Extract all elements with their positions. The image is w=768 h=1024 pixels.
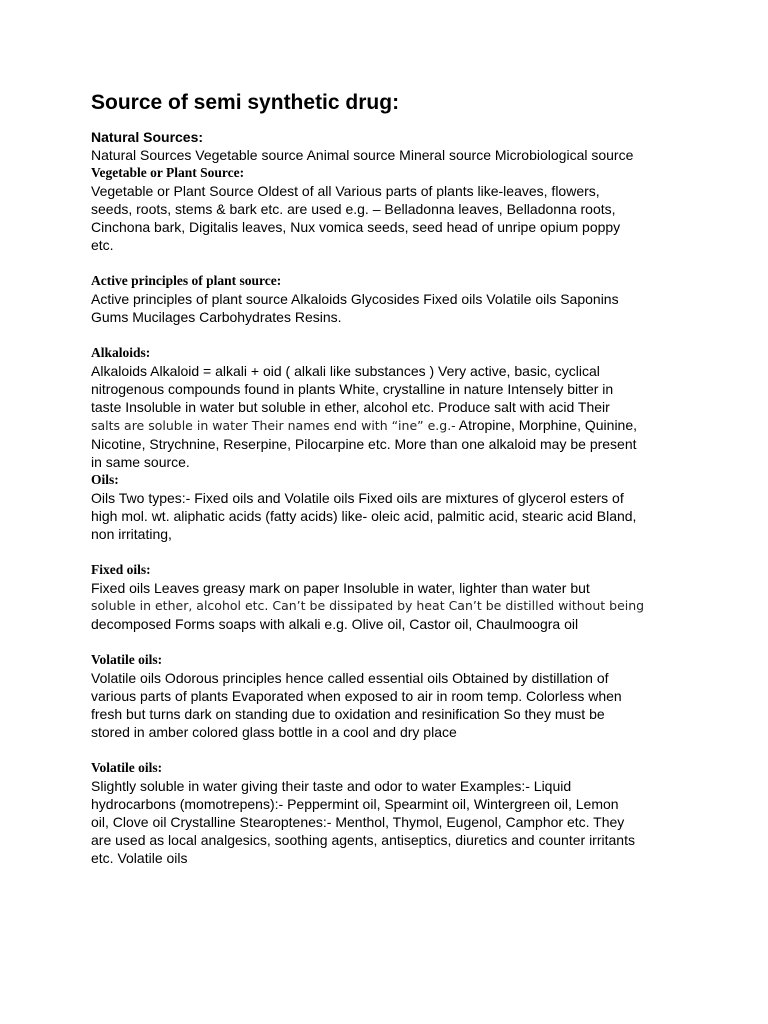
oils-line-2: high mol. wt. aliphatic acids (fatty acids) like- oleic acid, palmitic acid, stearic acid Bland, [91,508,637,524]
vegetable-line-2: seeds, roots, stems & bark etc. are used e.g. – Belladonna leaves, Belladonna roots, [91,201,616,217]
section-fixed-oils [91,561,691,633]
fixed-line-3: decomposed Forms soaps with alkali e.g. Olive oil, Castor oil, Chaulmoogra oil [91,616,579,632]
alkaloids-line-4 [91,416,691,435]
section-alkaloids [91,344,691,471]
document-page [91,88,691,867]
section-active-principles [91,272,691,326]
alkaloids-line-5: Nicotine, Strychnine, Reserpine, Pilocarpine etc. More than one alkaloid may be present [91,436,637,452]
heading-oils: Oils: [91,472,119,487]
fixed-line-2: soluble in ether, alcohol etc. Can’t be dissipated by heat Can’t be distilled without being [91,598,645,613]
active-line-1: Active principles of plant source Alkaloids Glycosides Fixed oils Volatile oils Saponins [91,291,619,307]
page-title: Source of semi synthetic drug: [91,91,400,114]
oils-line-1: Oils Two types:- Fixed oils and Volatile oils Fixed oils are mixtures of glycerol esters of [91,490,624,506]
volatile2-line-3: oil, Clove oil Crystalline Stearoptenes:- Menthol, Thymol, Eugenol, Camphor etc. They [91,814,625,830]
volatile1-line-3: fresh but turns dark on standing due to oxidation and resinification So they must be [91,706,605,722]
section-vegetable-source [91,164,691,254]
section-oils [91,471,691,543]
volatile2-line-1: Slightly soluble in water giving their taste and odor to water Examples:- Liquid [91,778,572,794]
section-volatile-oils-2 [91,759,691,867]
heading-fixed-oils: Fixed oils: [91,562,151,577]
heading-natural-sources: Natural Sources: [91,129,204,145]
alkaloids-line-6: in same source. [91,454,190,470]
heading-active-principles: Active principles of plant source: [91,273,282,288]
heading-vegetable-source: Vegetable or Plant Source: [91,165,245,180]
alkaloids-line-2: nitrogenous compounds found in plants White, crystalline in nature Intensely bitter in [91,381,614,397]
volatile1-line-2: various parts of plants Evaporated when exposed to air in room temp. Colorless when [91,688,622,704]
volatile2-line-5: etc. Volatile oils [91,850,188,866]
volatile2-line-2: hydrocarbons (momotrepens):- Peppermint oil, Spearmint oil, Wintergreen oil, Lemon [91,796,619,812]
heading-alkaloids: Alkaloids: [91,345,151,360]
alkaloids-line-4-part-a: salts are soluble in water Their names end with “ine” e.g.- [91,418,456,433]
section-natural-sources [91,128,691,164]
vegetable-line-3: Cinchona bark, Digitalis leaves, Nux vomica seeds, seed head of unripe opium poppy [91,219,621,235]
natural-sources-text: Natural Sources Vegetable source Animal source Mineral source Microbiological source [91,147,634,163]
vegetable-line-1: Vegetable or Plant Source Oldest of all Various parts of plants like-leaves, flowers, [91,183,600,199]
volatile1-line-1: Volatile oils Odorous principles hence called essential oils Obtained by distillation of [91,670,609,686]
alkaloids-line-4-part-b: Atropine, Morphine, Quinine, [455,417,638,433]
fixed-line-1: Fixed oils Leaves greasy mark on paper Insoluble in water, lighter than water but [91,580,590,596]
section-volatile-oils-1 [91,651,691,741]
oils-line-3: non irritating, [91,526,172,542]
alkaloids-line-1: Alkaloids Alkaloid = alkali + oid ( alkali like substances ) Very active, basic, cyclical [91,363,600,379]
active-line-2: Gums Mucilages Carbohydrates Resins. [91,309,342,325]
volatile1-line-4: stored in amber colored glass bottle in a cool and dry place [91,724,457,740]
heading-volatile-oils-2: Volatile oils: [91,760,163,775]
vegetable-line-4: etc. [91,237,114,253]
volatile2-line-4: are used as local analgesics, soothing agents, antiseptics, diuretics and counter irritants [91,832,635,848]
alkaloids-line-3: taste Insoluble in water but soluble in ether, alcohol etc. Produce salt with acid Their [91,399,610,415]
heading-volatile-oils-1: Volatile oils: [91,652,163,667]
